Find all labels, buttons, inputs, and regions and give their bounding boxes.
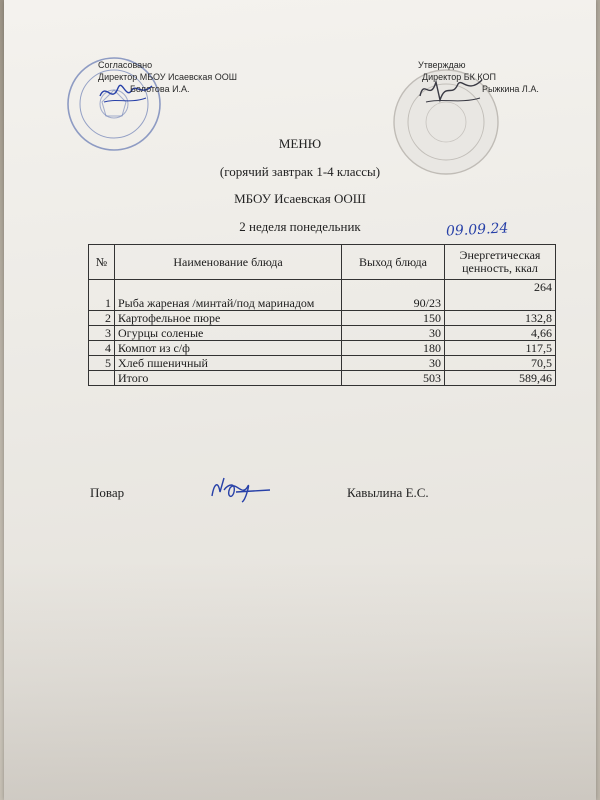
row-energy: 117,5 — [445, 341, 556, 356]
row-yield: 180 — [342, 341, 445, 356]
header-dish-name: Наименование блюда — [115, 245, 342, 280]
row-energy: 132,8 — [445, 311, 556, 326]
row-number: 1 — [89, 280, 115, 311]
total-label: Итого — [115, 371, 342, 386]
table-row — [89, 311, 556, 326]
approval-left-name: Болотова И.А. — [130, 84, 190, 94]
row-yield: 30 — [342, 356, 445, 371]
row-dish-name: Картофельное пюре — [115, 311, 342, 326]
row-energy: 4,66 — [445, 326, 556, 341]
cook-name: Кавылина Е.С. — [347, 485, 429, 500]
table-total-row — [89, 371, 556, 386]
approval-left — [98, 59, 237, 95]
total-yield: 503 — [342, 371, 445, 386]
total-energy: 589,46 — [445, 371, 556, 386]
header-energy: Энергетическая ценность, ккал — [445, 245, 556, 280]
approval-left-position: Директор МБОУ Исаевская ООШ — [98, 72, 237, 82]
document-title: МЕНЮ — [278, 136, 322, 151]
row-dish-name: Хлеб пшеничный — [115, 356, 342, 371]
row-number: 3 — [89, 326, 115, 341]
row-energy: 70,5 — [445, 356, 556, 371]
approval-right-position: Директор БК КОП — [422, 72, 496, 82]
approval-right — [418, 59, 539, 95]
table-row — [89, 341, 556, 356]
table-row — [89, 280, 556, 311]
menu-table — [88, 244, 556, 386]
document-subtitle: (горячий завтрак 1-4 классы) — [219, 164, 381, 179]
row-energy: 264 — [445, 280, 556, 311]
row-dish-name: Огурцы соленые — [115, 326, 342, 341]
row-yield: 30 — [342, 326, 445, 341]
cook-signature — [206, 474, 272, 504]
header-yield: Выход блюда — [342, 245, 445, 280]
row-dish-name: Рыба жареная /минтай/под маринадом — [115, 280, 342, 311]
row-yield: 150 — [342, 311, 445, 326]
row-number: 2 — [89, 311, 115, 326]
cook-role: Повар — [90, 485, 125, 500]
approval-right-label: Утверждаю — [418, 60, 466, 70]
row-yield: 90/23 — [342, 280, 445, 311]
approval-right-name: Рыжкина Л.А. — [482, 84, 539, 94]
week-day: 2 неделя понедельник — [239, 219, 361, 234]
row-dish-name: Компот из с/ф — [115, 341, 342, 356]
table-header-row — [89, 245, 556, 280]
row-number: 5 — [89, 356, 115, 371]
table-row — [89, 326, 556, 341]
school-name: МБОУ Исаевская ООШ — [234, 191, 366, 206]
handwritten-date: 09.09.24 — [445, 220, 509, 240]
row-number: 4 — [89, 341, 115, 356]
total-number-cell — [89, 371, 115, 386]
table-row — [89, 356, 556, 371]
approval-left-label: Согласовано — [98, 60, 153, 70]
header-number: № — [89, 245, 115, 280]
